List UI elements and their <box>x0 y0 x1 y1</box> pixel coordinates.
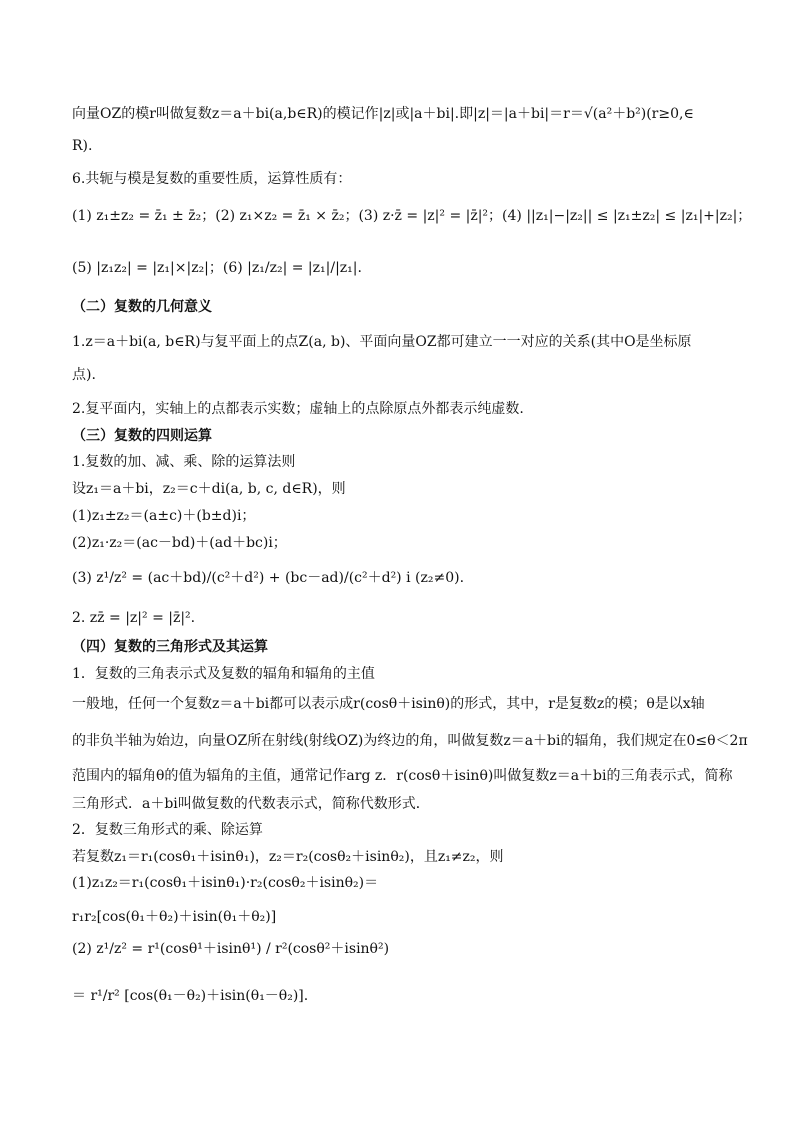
text-line: R). <box>72 138 93 154</box>
section-heading: （三）复数的四则运算 <box>72 428 212 444</box>
section-heading: （四）复数的三角形式及其运算 <box>72 639 268 655</box>
text-line: 范围内的辐角θ的值为辐角的主值，通常记作arg z．r(cosθ＋isinθ)叫做复数z＝a＋bi的三角表示式，简称 <box>72 768 733 784</box>
formula-line: (3) z¹/z² = (ac＋bd)/(c²＋d²) + (bc－ad)/(c²＋d²) i (z₂≠0). <box>72 570 465 586</box>
text-line: 2．复数三角形式的乘、除运算 <box>72 822 263 838</box>
section-heading: （二）复数的几何意义 <box>72 299 212 315</box>
formula-line: r₁r₂[cos(θ₁＋θ₂)＋isin(θ₁＋θ₂)] <box>72 909 277 925</box>
formula-line: ＝ r¹/r² [cos(θ₁－θ₂)＋isin(θ₁－θ₂)]. <box>72 988 309 1004</box>
formula-line: 2. zz̄ = |z|² = |z̄|². <box>72 610 196 626</box>
formula-line: (5) |z₁z₂| = |z₁|×|z₂|；(6) |z₁/z₂| = |z₁|/|z₁|. <box>72 260 362 276</box>
text-line: 1.z＝a＋bi(a, b∈R)与复平面上的点Z(a, b)、平面向量OZ都可建立一一对应的关系(其中O是坐标原 <box>72 334 692 350</box>
text-line: 6.共轭与模是复数的重要性质，运算性质有： <box>72 171 352 187</box>
formula-line: (1)z₁±z₂＝(a±c)＋(b±d)i； <box>72 508 256 524</box>
text-line: 2.复平面内，实轴上的点都表示实数；虚轴上的点除原点外都表示纯虚数. <box>72 401 524 417</box>
formula-line: (1)z₁z₂＝r₁(cosθ₁＋isinθ₁)·r₂(cosθ₂＋isinθ₂)＝ <box>72 875 379 891</box>
text-line: 一般地，任何一个复数z＝a＋bi都可以表示成r(cosθ＋isinθ)的形式，其中，r是复数z的模；θ是以x轴 <box>72 696 705 712</box>
formula-line: (2)z₁·z₂＝(ac－bd)＋(ad＋bc)i； <box>72 535 287 551</box>
text-line: 1．复数的三角表示式及复数的辐角和辐角的主值 <box>72 666 375 682</box>
formula-line: 若复数z₁＝r₁(cosθ₁＋isinθ₁)，z₂＝r₂(cosθ₂＋isinθ₂)，且z₁≠z₂，则 <box>72 849 504 865</box>
text-line: 三角形式．a＋bi叫做复数的代数表示式，简称代数形式． <box>72 796 430 812</box>
text-line: 的非负半轴为始边，向量OZ所在射线(射线OZ)为终边的角，叫做复数z＝a＋bi的辐角，我们规定在0≤θ＜2π <box>72 733 748 749</box>
text-line: 点). <box>72 367 96 383</box>
formula-line: (1) z₁±z₂ = z̄₁ ± z̄₂；(2) z₁×z₂ = z̄₁ × z̄₂；(3) z·z̄ = |z|² = |z̄|²；(4) ||z₁|−|z₂|| ≤ |z₁±z₂| ≤ |z₁|+|z₂|； <box>72 208 752 224</box>
text-line: 1.复数的加、减、乘、除的运算法则 <box>72 454 296 470</box>
formula-line: (2) z¹/z² = r¹(cosθ¹＋isinθ¹) / r²(cosθ²＋isinθ²) <box>72 941 390 957</box>
formula-line: 设z₁＝a＋bi，z₂＝c＋di(a, b, c, d∈R)，则 <box>72 481 346 497</box>
text-line: 向量OZ的模r叫做复数z＝a＋bi(a,b∈R)的模记作|z|或|a＋bi|.即|z|＝|a＋bi|＝r＝√(a²＋b²)(r≥0,∈ <box>72 106 694 122</box>
